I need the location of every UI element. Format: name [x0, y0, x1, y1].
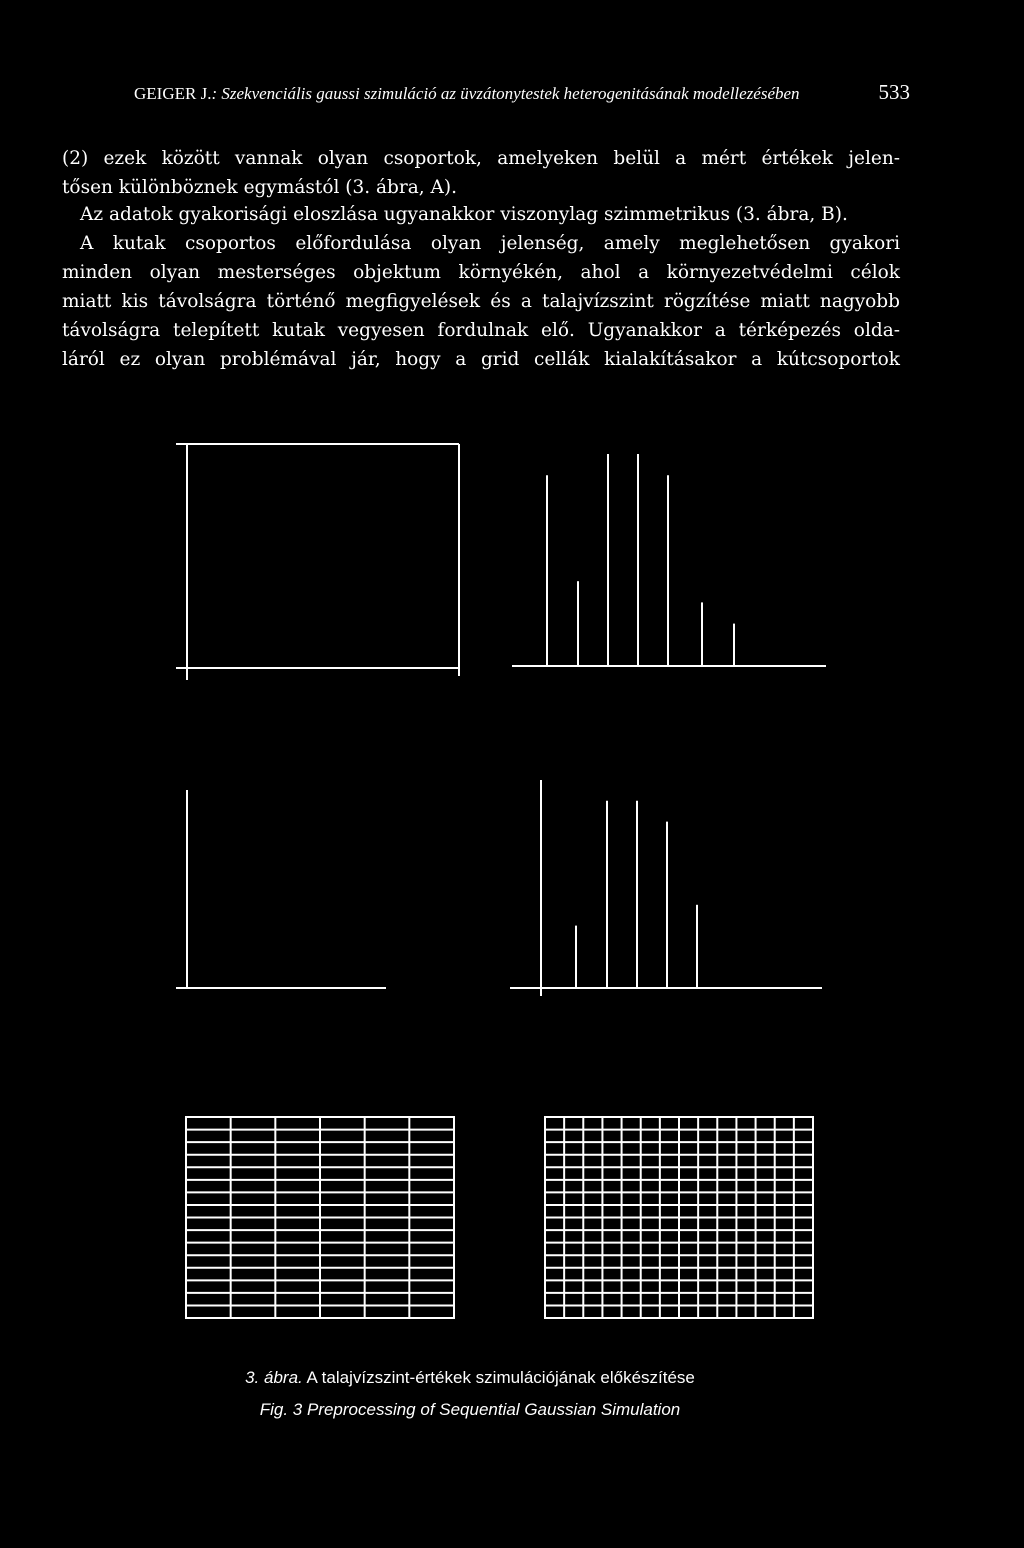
header-title: Szekvenciális gaussi szimuláció az üvzátonytestek heterogenitásának modellezésében: [221, 84, 800, 103]
histogram-middle-bars: [541, 780, 697, 988]
text-line: távolságra telepített kutak vegyesen fordulnak elő. Ugyanakkor a térképezés olda-: [62, 320, 900, 341]
text-line: tősen különböznek egymástól (3. ábra, A).: [62, 177, 457, 198]
text-line: minden olyan mesterséges objektum környékén, ahol a környezetvédelmi célok: [62, 262, 900, 283]
text-line: (2) ezek között vannak olyan csoportok, amelyeken belül a mért értékek jelen-: [62, 148, 900, 169]
grid-left: [186, 1117, 454, 1318]
running-title: GEIGER J.: Szekvenciális gaussi szimuláció az üvzátonytestek heterogenitásának modellezésében: [134, 84, 800, 103]
caption-english: Fig. 3 Preprocessing of Sequential Gaussian Simulation: [259, 1400, 681, 1419]
histogram-top-bars: [547, 454, 734, 666]
panel-middle-left-axes: [176, 790, 386, 988]
grid-right: [545, 1117, 813, 1318]
paragraph-1: [62, 144, 900, 202]
running-header: [134, 80, 910, 106]
caption-label: 3. ábra.: [245, 1368, 303, 1387]
panel-top-left-frame: [176, 444, 459, 680]
text-line: Az adatok gyakorisági eloszlása ugyanakkor viszonylag szimmetrikus (3. ábra, B).: [80, 204, 848, 225]
text-line: miatt kis távolságra történő megfigyelések és a talajvízszint rögzítése miatt nagyobb: [62, 291, 900, 312]
caption-text: A talajvízszint-értékek szimulációjának előkészítése: [306, 1368, 695, 1387]
text-line: láról ez olyan problémával jár, hogy a grid cellák kialakításakor a kútcsoportok: [62, 349, 900, 370]
page-number: 533: [878, 80, 910, 104]
text-line: A kutak csoportos előfordulása olyan jelenség, amely meglehetősen gyakori: [80, 233, 900, 254]
caption-hungarian: [0, 1368, 982, 1388]
paragraph-2: [62, 200, 900, 374]
figure-3: [0, 430, 1024, 1350]
header-author: GEIGER J.: [134, 84, 212, 103]
